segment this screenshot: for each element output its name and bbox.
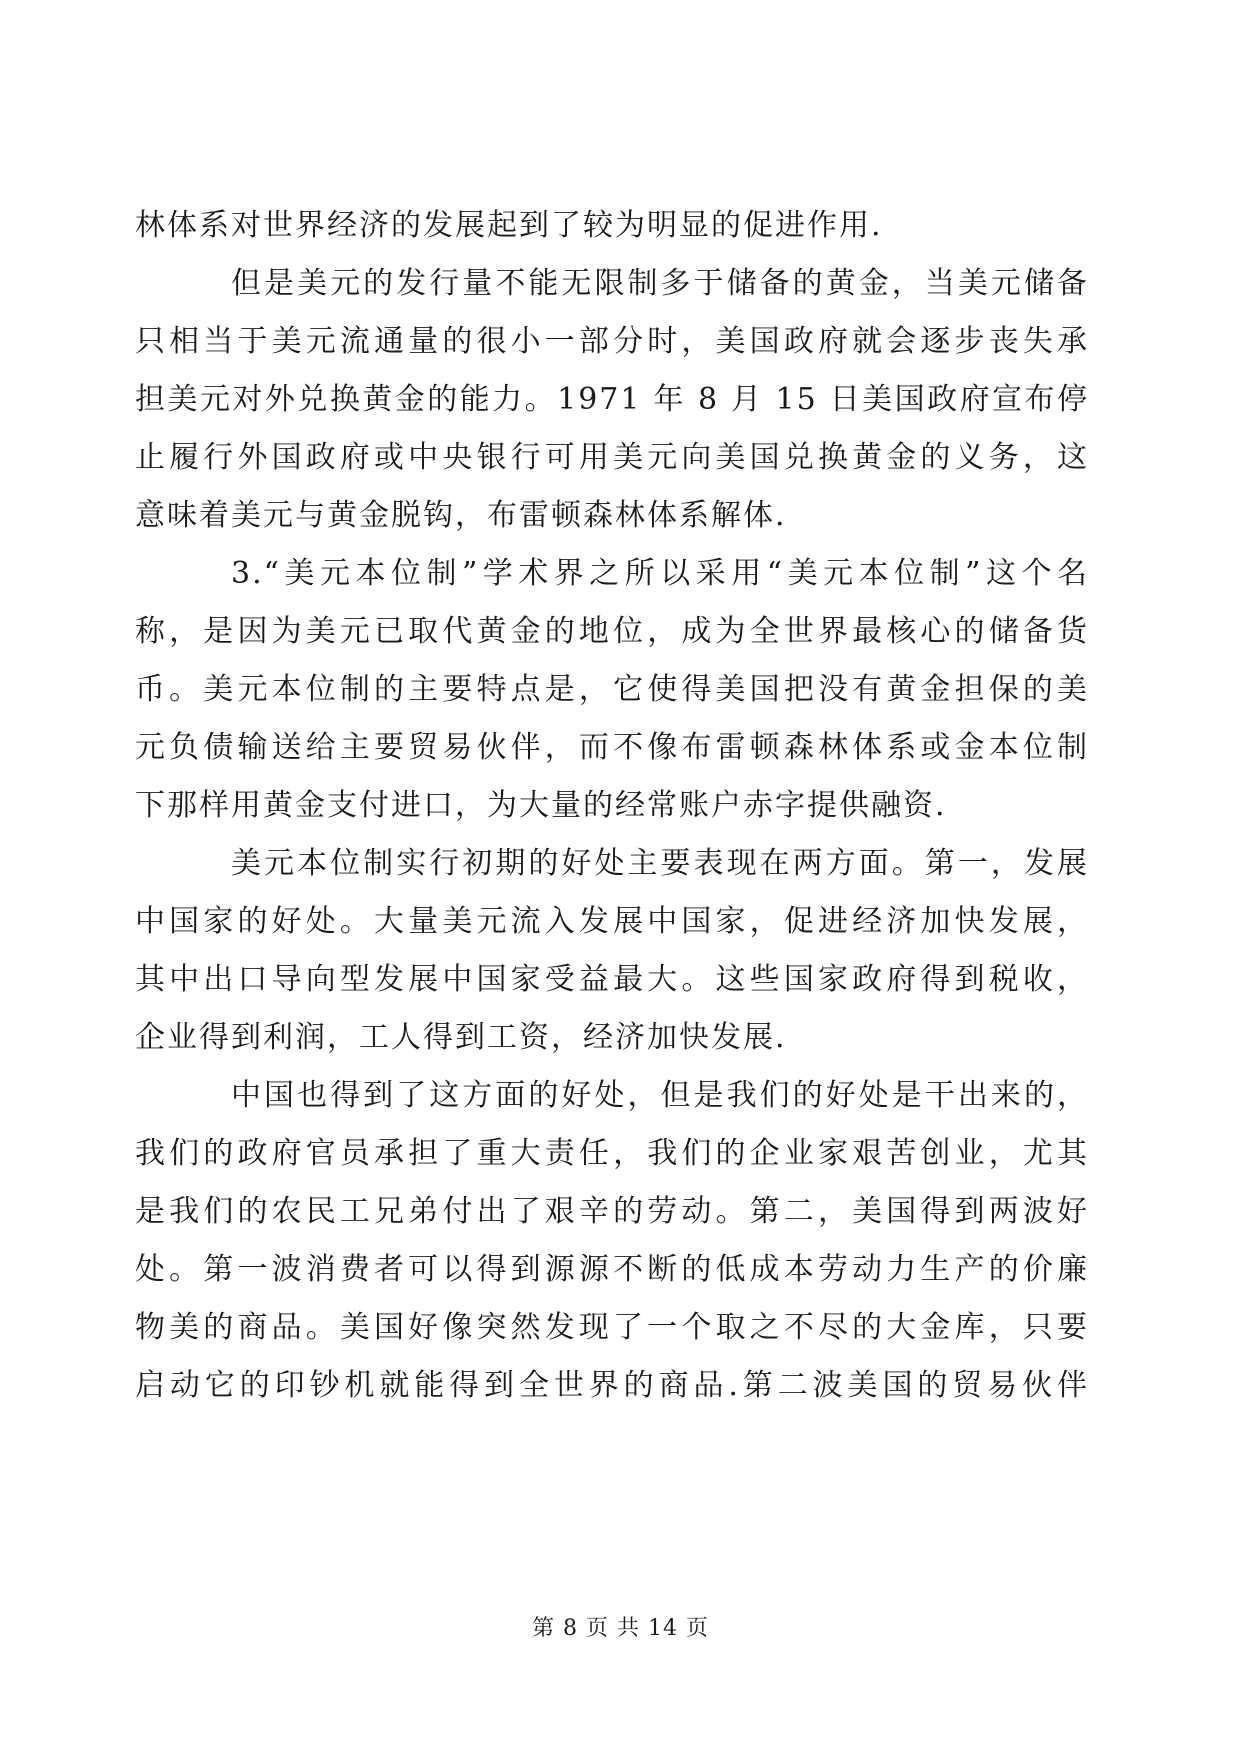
text-line: 止履行外国政府或中央银行可用美元向美国兑换黄金的义务，这 [135,440,1089,475]
text-line: 中国也得到了这方面的好处，但是我们的好处是干出来的， [231,1078,1089,1113]
text-line: 担美元对外兑换黄金的能力。1971 年 8 月 15 日美国政府宣布停 [135,382,1089,417]
text-line: 但是美元的发行量不能无限制多于储备的黄金，当美元储备 [231,266,1089,301]
text-line: 称，是因为美元已取代黄金的地位，成为全世界最核心的储备货 [135,614,1089,649]
text-line: 企业得到利润，工人得到工资，经济加快发展. [135,1020,787,1055]
text-line: 启动它的印钞机就能得到全世界的商品.第二波美国的贸易伙伴 [135,1368,1089,1403]
text-line: 林体系对世界经济的发展起到了较为明显的促进作用. [135,208,883,243]
text-line: 是我们的农民工兄弟付出了艰辛的劳动。第二，美国得到两波好 [135,1194,1089,1229]
text-line: 中国家的好处。大量美元流入发展中国家，促进经济加快发展， [135,904,1089,939]
text-line: 3.“美元本位制”学术界之所以采用“美元本位制”这个名 [231,556,1089,591]
text-line: 下那样用黄金支付进口，为大量的经常账户赤字提供融资. [135,788,947,823]
text-line: 其中出口导向型发展中国家受益最大。这些国家政府得到税收， [135,962,1089,997]
text-line: 只相当于美元流通量的很小一部分时，美国政府就会逐步丧失承 [135,324,1089,359]
page-footer: 第 8 页 共 14 页 [532,1616,709,1641]
text-line: 币。美元本位制的主要特点是，它使得美国把没有黄金担保的美 [135,672,1089,707]
text-line: 处。第一波消费者可以得到源源不断的低成本劳动力生产的价廉 [135,1252,1089,1287]
text-line: 意味着美元与黄金脱钩，布雷顿森林体系解体. [135,498,787,533]
text-line: 物美的商品。美国好像突然发现了一个取之不尽的大金库，只要 [135,1310,1089,1345]
text-line: 元负债输送给主要贸易伙伴，而不像布雷顿森林体系或金本位制 [135,730,1089,765]
text-line: 我们的政府官员承担了重大责任，我们的企业家艰苦创业，尤其 [135,1136,1089,1171]
text-line: 美元本位制实行初期的好处主要表现在两方面。第一，发展 [231,846,1089,881]
